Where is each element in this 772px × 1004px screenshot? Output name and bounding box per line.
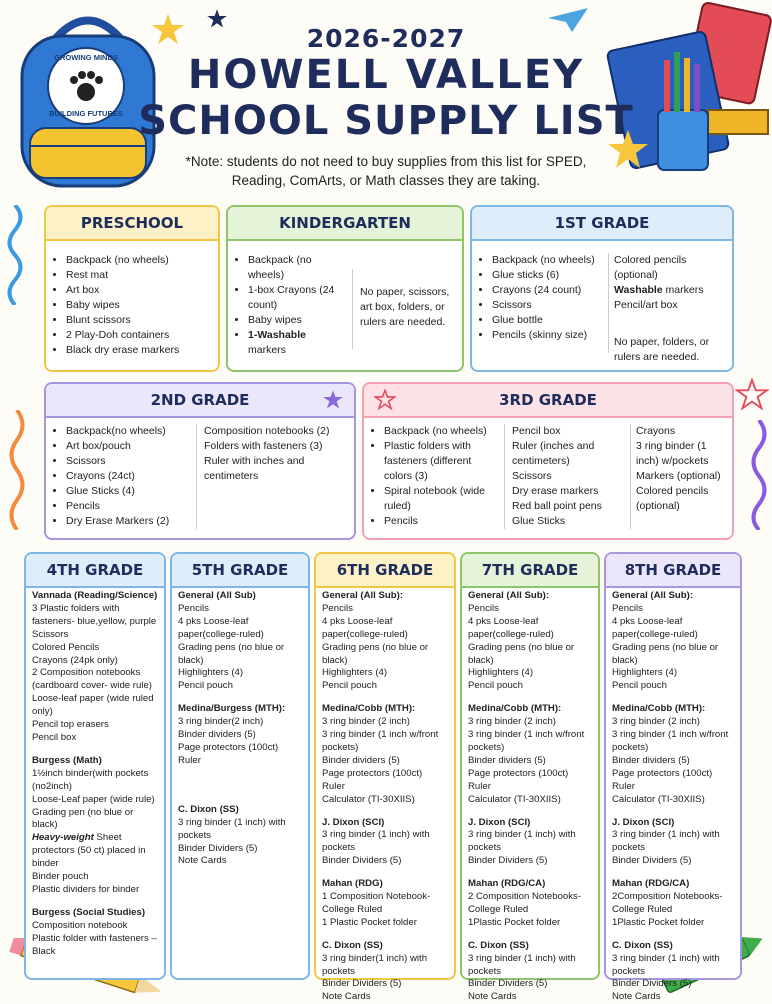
list-item: • Scissors bbox=[66, 454, 196, 469]
squiggle-decoration bbox=[748, 420, 770, 530]
grade8-content bbox=[612, 590, 736, 1004]
grade7-content bbox=[468, 590, 594, 1004]
preschool-card bbox=[44, 205, 220, 372]
header-note: *Note: students do not need to buy supplies from this list for SPED, Reading, ComArts, or Math classes they are taking. bbox=[185, 154, 587, 188]
grade6-content bbox=[322, 590, 450, 1004]
list-item: 3 ring binder (1 inch) with pockets bbox=[612, 829, 720, 854]
list-item: Binder dividers (5) bbox=[322, 754, 400, 766]
list-item: 4 pks Loose-leaf paper(college-ruled) bbox=[178, 615, 264, 640]
list-item: • 1-Washable markers bbox=[248, 328, 346, 358]
list-item: Grading pens (no blue or black) bbox=[612, 641, 719, 666]
section-heading: Mahan (RDG/CA) bbox=[612, 878, 690, 890]
kindergarten-card bbox=[226, 205, 464, 372]
list-item: Note Cards bbox=[322, 991, 371, 1003]
list-item: Ruler bbox=[468, 780, 491, 792]
list-item: 3 ring binder(1 inch) with pockets bbox=[322, 952, 428, 977]
list-item: Pencils bbox=[178, 602, 209, 614]
list-item: 4 pks Loose-leaf paper(college-ruled) bbox=[612, 615, 698, 640]
list-item: • Pencils bbox=[66, 499, 196, 514]
kindergarten-note: No paper, scissors, art box, folders, or rulers are needed. bbox=[360, 286, 450, 328]
list-item: Calculator (TI-30XIIS) bbox=[612, 793, 705, 805]
section-heading: General (All Sub): bbox=[612, 590, 694, 601]
list-item: 3 Plastic folders with fasteners- blue,yellow, purple bbox=[32, 602, 157, 627]
list-item: Colored pencils (optional) bbox=[614, 254, 687, 281]
grade5-content bbox=[178, 590, 304, 868]
list-item: Red ball point pens bbox=[512, 500, 602, 512]
list-item: Pencils bbox=[322, 602, 353, 614]
list-item: Note Cards bbox=[178, 855, 227, 867]
grade3-card bbox=[362, 382, 734, 540]
star-icon bbox=[374, 389, 396, 411]
list-item: • Blunt scissors bbox=[66, 313, 216, 328]
grade1-card bbox=[470, 205, 734, 372]
list-item: Binder dividers (5) bbox=[468, 754, 546, 766]
list-item: • Plastic folders with fasteners (different colors (3) bbox=[384, 439, 498, 484]
list-item: Colored pencils (optional) bbox=[636, 485, 709, 512]
list-item: Composition notebook bbox=[32, 919, 128, 931]
list-item: Binder Dividers (5) bbox=[612, 855, 692, 867]
section-heading: C. Dixon (SS) bbox=[612, 939, 673, 951]
list-item: • Spiral notebook (wide ruled) bbox=[384, 484, 498, 514]
list-item: Ruler bbox=[612, 780, 635, 792]
list-item: 3 ring binder (2 inch) bbox=[612, 716, 700, 728]
list-item: Ruler with inches and centimeters bbox=[204, 455, 305, 482]
star-icon bbox=[322, 389, 344, 411]
backpack-patch-bottom-text: BUILDING FUTURES bbox=[49, 109, 123, 118]
list-item: Binder Dividers (5) bbox=[322, 978, 402, 990]
list-item: • Crayons (24ct) bbox=[66, 469, 196, 484]
grade1-note: No paper, folders, or rulers are needed. bbox=[614, 336, 710, 363]
section-heading: C. Dixon (SS) bbox=[178, 803, 239, 815]
list-item: • Black dry erase markers bbox=[66, 343, 216, 358]
section-heading: Burgess (Math) bbox=[32, 754, 102, 766]
list-item: 1Plastic Pocket folder bbox=[612, 916, 705, 928]
star-icon bbox=[735, 378, 769, 412]
list-item: 3 ring binder (2 inch) bbox=[322, 716, 410, 728]
list-item: Pencil pouch bbox=[178, 680, 233, 692]
list-item: Calculator (TI-30XIIS) bbox=[468, 793, 561, 805]
list-item: Glue Sticks bbox=[512, 515, 566, 527]
list-item: Folders with fasteners (3) bbox=[204, 440, 323, 452]
list-item: 3 ring binder (2 inch) bbox=[468, 716, 556, 728]
section-heading: Medina/Burgess (MTH): bbox=[178, 703, 286, 715]
list-item: • Rest mat bbox=[66, 268, 216, 283]
section-heading: J. Dixon (SCI) bbox=[468, 816, 531, 828]
squiggle-decoration bbox=[6, 410, 28, 530]
list-item: 1 Plastic Pocket folder bbox=[322, 916, 417, 928]
list-item: Plastic folder with fasteners – Black bbox=[32, 932, 157, 957]
list-item: Highlighters (4) bbox=[468, 667, 534, 679]
list-item: • Backpack (no wheels) bbox=[66, 253, 216, 268]
list-item: Calculator (TI-30XIIS) bbox=[322, 793, 415, 805]
list-item: Colored Pencils bbox=[32, 641, 100, 653]
list-item: Binder Dividers (5) bbox=[468, 855, 548, 867]
list-item: 3 ring binder (1 inch) with pockets bbox=[612, 952, 720, 977]
list-item: 3 ring binder (1 inch w/front pockets) bbox=[322, 729, 439, 753]
list-item: Page protectors (100ct) bbox=[322, 767, 423, 779]
list-item: Page protectors (100ct) bbox=[612, 767, 713, 779]
list-item: 2 Composition Notebooks- College Ruled bbox=[468, 891, 582, 915]
section-heading: Burgess (Social Studies) bbox=[32, 906, 146, 918]
list-item: 1 Composition Notebook- College Ruled bbox=[322, 891, 431, 915]
section-heading: General (All Sub): bbox=[468, 590, 550, 601]
grade2-title: 2ND GRADE bbox=[46, 384, 354, 418]
list-item: Washable markers bbox=[614, 284, 704, 296]
section-heading: Mahan (RDG/CA) bbox=[468, 878, 546, 890]
list-item: Plastic dividers for binder bbox=[32, 883, 140, 895]
section-heading: Medina/Cobb (MTH): bbox=[468, 703, 562, 715]
school-year: 2026-2027 bbox=[306, 24, 466, 53]
list-item: Markers (optional) bbox=[636, 470, 721, 482]
list-item: 3 ring binder (1 inch w/front pockets) bbox=[612, 729, 729, 753]
page-title-line1: HOWELL VALLEY bbox=[187, 52, 585, 98]
section-heading: Vannada (Reading/Science) bbox=[32, 590, 158, 601]
list-item: Grading pen (no blue or black) bbox=[32, 806, 134, 831]
grade1-list bbox=[478, 253, 606, 343]
list-item: Binder dividers (5) bbox=[612, 754, 690, 766]
list-item: Binder Dividers (5) bbox=[612, 978, 692, 990]
list-item: • Dry Erase Markers (2) bbox=[66, 514, 196, 529]
list-item: Ruler (inches and centimeters) bbox=[512, 440, 595, 467]
list-item: Note Cards bbox=[468, 991, 517, 1003]
list-item: 3 ring binder(2 inch) bbox=[178, 716, 264, 728]
list-item: Grading pens (no blue or black) bbox=[178, 641, 285, 666]
list-item: 3 ring binder (1 inch) w/pockets bbox=[636, 440, 709, 467]
kindergarten-title: KINDERGARTEN bbox=[228, 207, 462, 241]
grade2-card bbox=[44, 382, 356, 540]
grade4-title: 4TH GRADE bbox=[26, 554, 164, 588]
kindergarten-list bbox=[234, 253, 346, 358]
list-item: Pencil pouch bbox=[468, 680, 523, 692]
list-item: Binder pouch bbox=[32, 871, 89, 883]
section-heading: C. Dixon (SS) bbox=[322, 939, 383, 951]
backpack-patch-top-text: GROWING MINDS bbox=[54, 53, 118, 62]
grade1-title: 1ST GRADE bbox=[472, 207, 732, 241]
grade8-card bbox=[604, 552, 742, 1003]
section-heading: General (All Sub) bbox=[178, 590, 256, 601]
grade6-card bbox=[314, 552, 456, 1003]
list-item: Pencils bbox=[612, 602, 643, 614]
grade5-title: 5TH GRADE bbox=[172, 554, 308, 588]
list-item: Grading pens (no blue or black) bbox=[468, 641, 575, 666]
list-item: Highlighters (4) bbox=[178, 667, 244, 679]
list-item: Pencil box bbox=[32, 731, 77, 743]
list-item: • Backpack (no wheels) bbox=[248, 253, 346, 283]
grade5-card bbox=[170, 552, 310, 980]
list-item: 3 ring binder (1 inch) with pockets bbox=[468, 952, 576, 977]
list-item: Highlighters (4) bbox=[612, 667, 678, 679]
page-title-line2: SCHOOL SUPPLY LIST bbox=[138, 98, 634, 144]
list-item: • 1-box Crayons (24 count) bbox=[248, 283, 346, 313]
list-item: Pencil top erasers bbox=[32, 719, 109, 731]
grade7-card bbox=[460, 552, 600, 1003]
grade7-title: 7TH GRADE bbox=[462, 554, 598, 588]
list-item: • Art box/pouch bbox=[66, 439, 196, 454]
list-item: 3 ring binder (1 inch) with pockets bbox=[468, 829, 576, 854]
list-item: 4 pks Loose-leaf paper(college-ruled) bbox=[322, 615, 408, 640]
list-item: Highlighters (4) bbox=[322, 667, 388, 679]
list-item: Binder Dividers (5) bbox=[468, 978, 548, 990]
list-item: Dry erase markers bbox=[512, 485, 599, 497]
grade8-title: 8TH GRADE bbox=[606, 554, 740, 588]
list-item: • Backpack (no wheels) bbox=[492, 253, 606, 268]
section-heading: Medina/Cobb (MTH): bbox=[612, 703, 706, 715]
list-item: • 2 Play-Doh containers bbox=[66, 328, 216, 343]
list-item: • Backpack (no wheels) bbox=[384, 424, 498, 439]
list-item: • Scissors bbox=[492, 298, 606, 313]
list-item: • Glue Sticks (4) bbox=[66, 484, 196, 499]
list-item: Pencil box bbox=[512, 425, 561, 437]
section-heading: Medina/Cobb (MTH): bbox=[322, 703, 416, 715]
list-item: 2 Composition notebooks (cardboard cover- wide rule) bbox=[32, 667, 152, 692]
list-item: Loose-leaf paper (wide ruled only) bbox=[32, 693, 154, 718]
list-item: Crayons bbox=[636, 425, 676, 437]
list-item: Loose-Leaf paper (wide rule) bbox=[32, 793, 155, 805]
list-item: 3 ring binder (1 inch w/front pockets) bbox=[468, 729, 585, 753]
list-item: • Art box bbox=[66, 283, 216, 298]
list-item: Page protectors (100ct) bbox=[468, 767, 569, 779]
preschool-title: PRESCHOOL bbox=[46, 207, 218, 241]
list-item: Pencil pouch bbox=[612, 680, 667, 692]
list-item: 1Plastic Pocket folder bbox=[468, 916, 561, 928]
list-item: • Pencils (skinny size) bbox=[492, 328, 606, 343]
preschool-list bbox=[52, 253, 216, 358]
list-item: Ruler bbox=[322, 780, 345, 792]
list-item: • Backpack(no wheels) bbox=[66, 424, 196, 439]
list-item: 2Composition Notebooks- College Ruled bbox=[612, 891, 723, 915]
section-heading: J. Dixon (SCI) bbox=[322, 816, 385, 828]
list-item: Note Cards bbox=[612, 991, 661, 1003]
list-item: 3 ring binder (1 inch) with pockets bbox=[322, 829, 430, 854]
list-item: Composition notebooks (2) bbox=[204, 425, 330, 437]
list-item: Page protectors (100ct) bbox=[178, 741, 279, 753]
grade3-title: 3RD GRADE bbox=[364, 384, 732, 418]
grade3-list bbox=[370, 424, 498, 529]
list-item: • Crayons (24 count) bbox=[492, 283, 606, 298]
list-item: 4 pks Loose-leaf paper(college-ruled) bbox=[468, 615, 554, 640]
list-item: Pencil pouch bbox=[322, 680, 377, 692]
grade2-list bbox=[52, 424, 196, 529]
list-item: Grading pens (no blue or black) bbox=[322, 641, 429, 666]
list-item: Scissors bbox=[32, 628, 69, 640]
grade4-card bbox=[24, 552, 166, 980]
grade6-title: 6TH GRADE bbox=[316, 554, 454, 588]
list-item: 3 ring binder (1 inch) with pockets bbox=[178, 816, 286, 841]
section-heading: C. Dixon (SS) bbox=[468, 939, 529, 951]
list-item: • Baby wipes bbox=[248, 313, 346, 328]
list-item: Heavy-weight Sheet protectors (50 ct) placed in binder bbox=[32, 832, 146, 870]
list-item: • Glue bottle bbox=[492, 313, 606, 328]
list-item: Crayons (24pk only) bbox=[32, 654, 118, 666]
section-heading: J. Dixon (SCI) bbox=[612, 816, 675, 828]
section-heading: General (All Sub): bbox=[322, 590, 404, 601]
list-item: Ruler bbox=[178, 754, 201, 766]
section-heading: Mahan (RDG) bbox=[322, 878, 383, 890]
list-item: • Glue sticks (6) bbox=[492, 268, 606, 283]
list-item: • Pencils bbox=[384, 514, 498, 529]
list-item: Binder Dividers (5) bbox=[322, 855, 402, 867]
squiggle-decoration bbox=[4, 205, 26, 305]
list-item: 1½inch binder(with pockets (no2inch) bbox=[32, 767, 149, 792]
list-item: Pencil/art box bbox=[614, 299, 678, 311]
list-item: Binder dividers (5) bbox=[178, 729, 256, 741]
list-item: Pencils bbox=[468, 602, 499, 614]
grade4-content bbox=[32, 590, 160, 958]
list-item: • Baby wipes bbox=[66, 298, 216, 313]
list-item: Binder Dividers (5) bbox=[178, 842, 258, 854]
list-item: Scissors bbox=[512, 470, 552, 482]
